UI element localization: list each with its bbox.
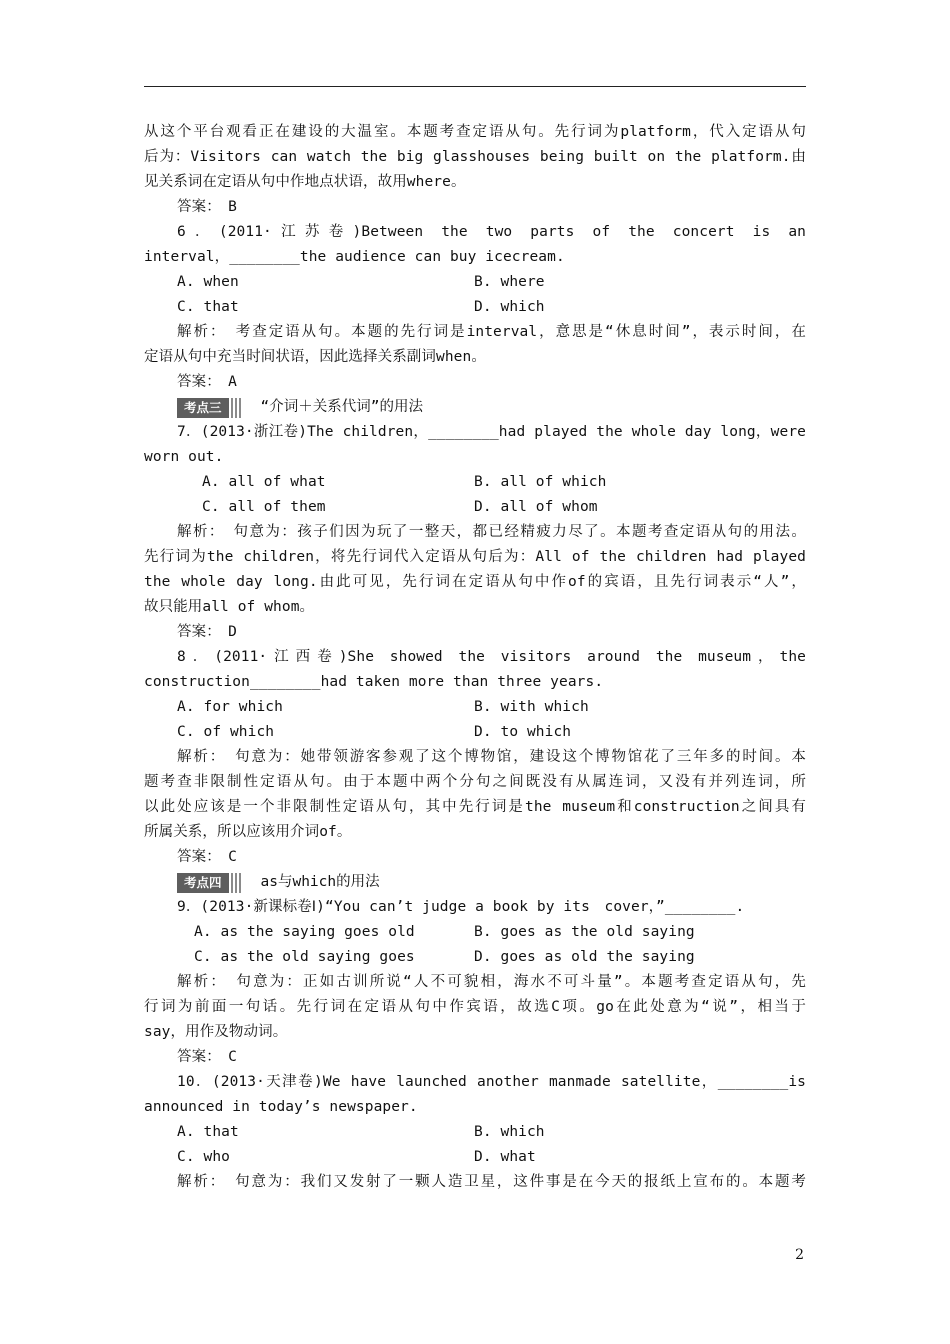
badge-bars-decoration <box>231 873 241 893</box>
section-badge: 考点四 <box>177 873 229 893</box>
answer-line: 答案： A <box>177 374 237 390</box>
analysis-line: 解析： 句意为：她带领游客参观了这个博物馆，建设这个博物馆花了三年多的时间。本 <box>177 749 806 765</box>
text-line: 后为：Visitors can watch the big glasshouses being built on the platform.由 <box>144 149 806 165</box>
option-a: A. all of what <box>202 474 326 490</box>
header-rule <box>144 86 806 87</box>
question-7-cont: worn out. <box>144 449 224 465</box>
analysis-line: 题考查非限制性定语从句。由于本题中两个分句之间既没有从属连词，又没有并列连词，所 <box>144 774 806 790</box>
badge-bars-decoration <box>231 398 241 418</box>
analysis-line: 行词为前面一句话。先行词在定语从句中作宾语，故选C项。go在此处意为“说”，相当于 <box>144 999 806 1015</box>
section-badge: 考点三 <box>177 398 229 418</box>
question-6-cont: interval，________the audience can buy icecream. <box>144 249 565 265</box>
option-d: D. which <box>474 299 545 315</box>
options-row <box>144 920 806 945</box>
section-heading-3 <box>144 395 806 420</box>
option-c: C. that <box>177 299 239 315</box>
option-b: B. with which <box>474 699 589 715</box>
analysis-line: 以此处应该是一个非限制性定语从句，其中先行词是the museum和construction之间具有 <box>144 799 806 815</box>
analysis-line: 解析： 句意为：孩子们因为玩了一整天，都已经精疲力尽了。本题考查定语从句的用法。 <box>177 524 806 540</box>
answer-line: 答案： C <box>177 1049 237 1065</box>
option-a: A. when <box>177 274 239 290</box>
option-c: C. who <box>177 1149 230 1165</box>
answer-line: 答案： D <box>177 624 237 640</box>
page-body <box>144 120 806 1195</box>
options-row <box>144 1120 806 1145</box>
option-c: C. of which <box>177 724 275 740</box>
analysis-line: say，用作及物动词。 <box>144 1024 288 1040</box>
options-row <box>144 720 806 745</box>
page-number: 2 <box>795 1247 804 1263</box>
options-row <box>144 495 806 520</box>
question-6: 6．(2011·江苏卷)Between the two parts of the concert is an <box>177 224 806 240</box>
options-row <box>144 695 806 720</box>
question-8: 8．(2011·江西卷)She showed the visitors around the museum，the <box>177 649 806 665</box>
options-row <box>144 470 806 495</box>
option-b: B. goes as the old saying <box>474 924 695 940</box>
question-10-cont: announced in today’s newspaper. <box>144 1099 418 1115</box>
question-8-cont: construction________had taken more than three years. <box>144 674 604 690</box>
analysis-line: 解析： 句意为：正如古训所说“人不可貌相，海水不可斗量”。本题考查定语从句，先 <box>177 974 806 990</box>
answer-line: 答案： B <box>177 199 237 215</box>
question-7: 7．(2013·浙江卷)The children，________had played the whole day long，were <box>177 424 806 440</box>
option-a: A. for which <box>177 699 283 715</box>
analysis-line: 故只能用all of whom。 <box>144 599 315 615</box>
option-b: B. which <box>474 1124 545 1140</box>
option-b: B. all of which <box>474 474 607 490</box>
option-c: C. all of them <box>202 499 326 515</box>
option-d: D. to which <box>474 724 572 740</box>
section-title: as与which的用法 <box>260 874 380 890</box>
options-row <box>144 945 806 970</box>
option-d: D. what <box>474 1149 536 1165</box>
text-line: 从这个平台观看正在建设的大温室。本题考查定语从句。先行词为platform，代入定语从句 <box>144 124 806 140</box>
question-9: 9．(2013·新课标卷Ⅰ)“You can’t judge a book by its cover，”________. <box>177 899 745 915</box>
section-heading-4 <box>144 870 806 895</box>
question-10: 10．(2013·天津卷)We have launched another manmade satellite，________is <box>177 1074 806 1090</box>
option-a: A. that <box>177 1124 239 1140</box>
text-line: 见关系词在定语从句中作地点状语，故用where。 <box>144 174 466 190</box>
analysis-line: 解析： 句意为：我们又发射了一颗人造卫星，这件事是在今天的报纸上宣布的。本题考 <box>177 1174 806 1190</box>
option-a: A. as the saying goes old <box>194 924 415 940</box>
analysis-line: 解析： 考查定语从句。本题的先行词是interval，意思是“休息时间”，表示时间，在 <box>177 324 806 340</box>
options-row <box>144 270 806 295</box>
option-b: B. where <box>474 274 545 290</box>
option-d: D. all of whom <box>474 499 598 515</box>
analysis-line: the whole day long.由此可见，先行词在定语从句中作of的宾语，且先行词表示“人”， <box>144 574 806 590</box>
analysis-line: 所属关系，所以应该用介词of。 <box>144 824 352 840</box>
option-c: C. as the old saying goes <box>194 949 415 965</box>
options-row <box>144 295 806 320</box>
analysis-line: 先行词为the children，将先行词代入定语从句后为：All of the children had played <box>144 549 806 565</box>
option-d: D. goes as old the saying <box>474 949 695 965</box>
options-row <box>144 1145 806 1170</box>
answer-line: 答案： C <box>177 849 237 865</box>
analysis-line: 定语从句中充当时间状语，因此选择关系副词when。 <box>144 349 486 365</box>
section-title: “介词＋关系代词”的用法 <box>260 399 423 415</box>
